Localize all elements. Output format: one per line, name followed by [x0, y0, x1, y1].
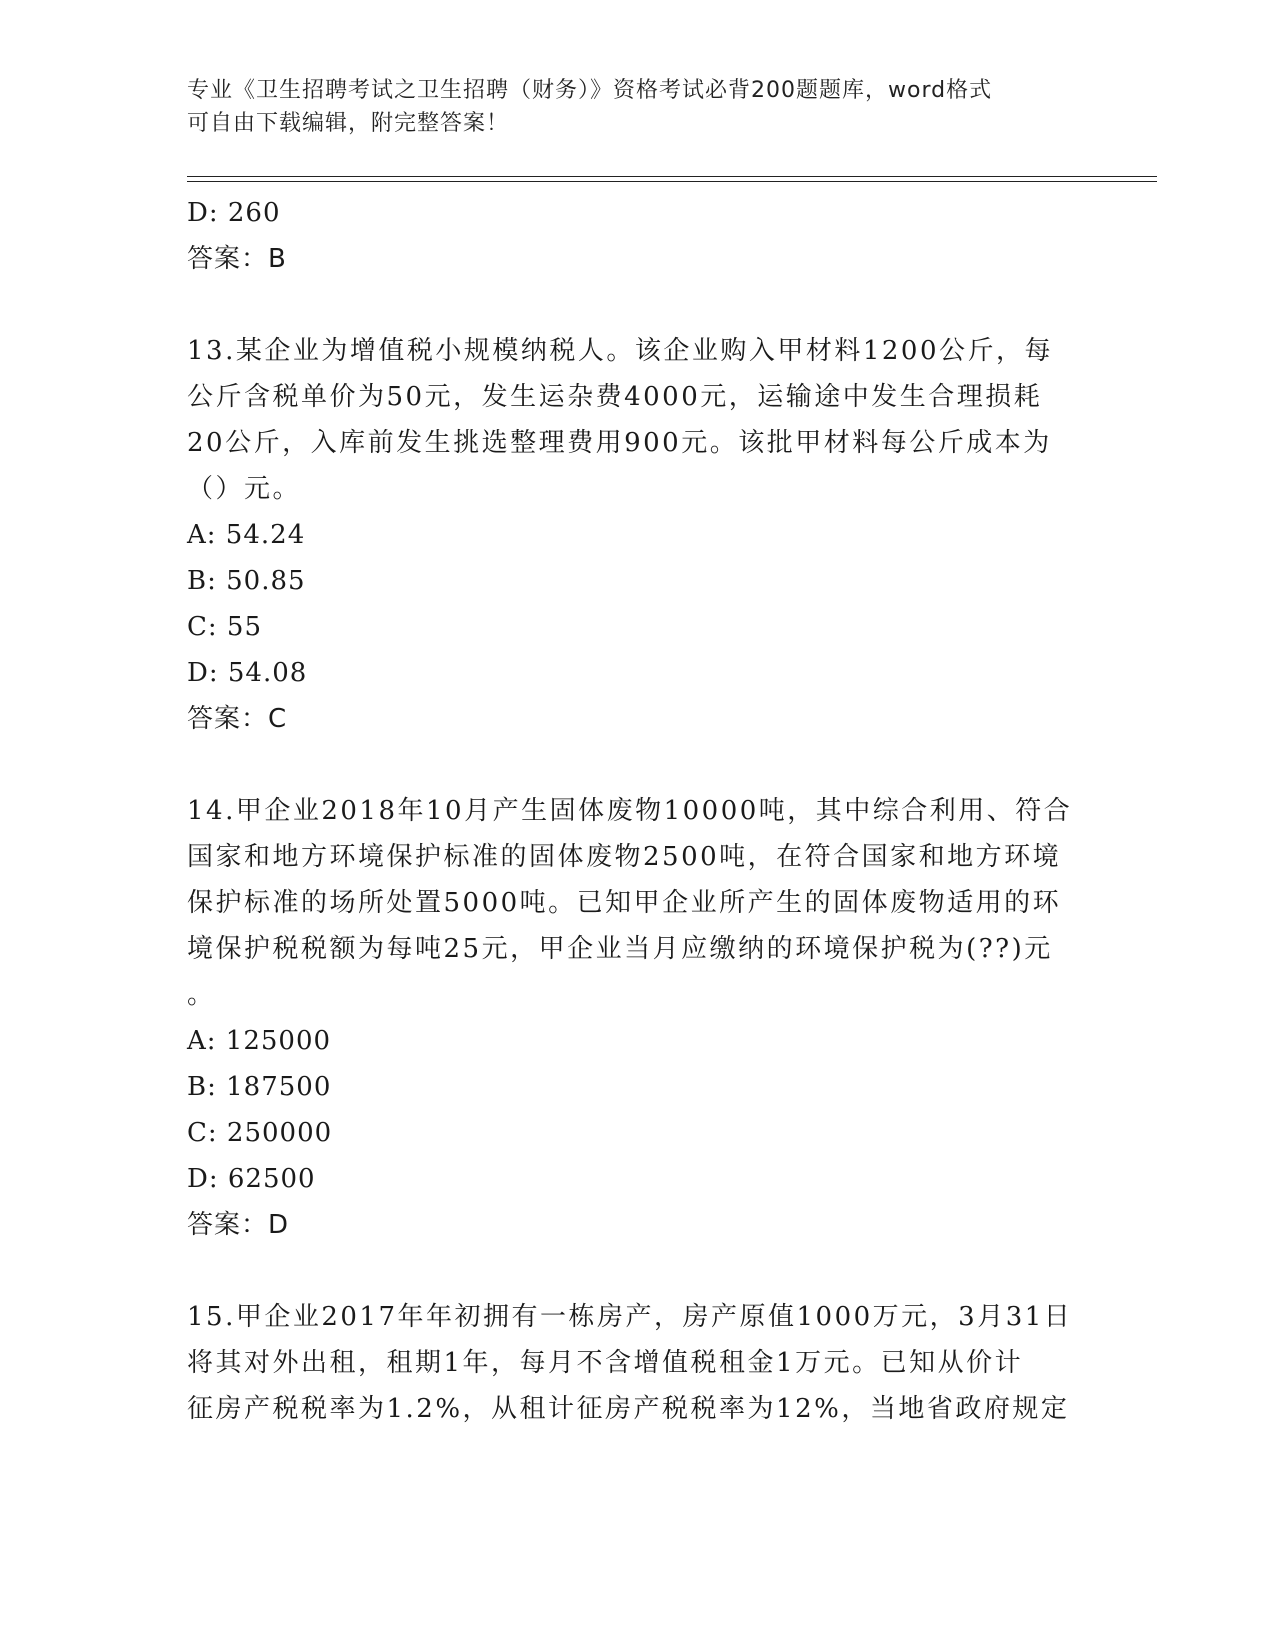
question-13-option-d: D: 54.08	[187, 658, 308, 688]
question-14-line-2: 国家和地方环境保护标准的固体废物2500吨，在符合国家和地方环境	[187, 842, 1062, 872]
question-13-option-c: C: 55	[187, 612, 263, 642]
question-13	[187, 328, 1087, 742]
question-14-line-1: 14.甲企业2018年10月产生固体废物10000吨，其中综合利用、符合	[187, 796, 1073, 826]
question-14-option-a: A: 125000	[187, 1026, 332, 1056]
prev-answer: 答案：B	[187, 244, 287, 274]
question-14-option-d: D: 62500	[187, 1164, 316, 1194]
spacer	[187, 282, 1087, 328]
header-divider-top	[187, 176, 1157, 177]
document-header	[187, 74, 1087, 140]
question-13-answer: 答案：C	[187, 704, 288, 734]
spacer	[187, 1248, 1087, 1294]
question-15-line-2: 将其对外出租，租期1年，每月不含增值税租金1万元。已知从价计	[187, 1348, 1024, 1378]
question-13-option-b: B: 50.85	[187, 566, 306, 596]
question-15-line-1: 15.甲企业2017年年初拥有一栋房产，房产原值1000万元，3月31日	[187, 1302, 1073, 1332]
question-14	[187, 788, 1087, 1248]
question-14-line-3: 保护标准的场所处置5000吨。已知甲企业所产生的固体废物适用的环	[187, 888, 1062, 918]
header-line-2: 可自由下载编辑，附完整答案！	[187, 111, 510, 136]
question-13-line-2: 公斤含税单价为50元，发生运杂费4000元，运输途中发生合理损耗	[187, 382, 1043, 412]
spacer	[187, 742, 1087, 788]
header-line-1: 专业《卫生招聘考试之卫生招聘（财务）》资格考试必背200题题库，word格式	[187, 78, 993, 103]
document-body	[187, 190, 1087, 1432]
question-13-line-1: 13.某企业为增值税小规模纳税人。该企业购入甲材料1200公斤，每	[187, 336, 1054, 366]
question-14-answer: 答案：D	[187, 1210, 290, 1240]
question-14-option-b: B: 187500	[187, 1072, 332, 1102]
question-15	[187, 1294, 1087, 1432]
header-divider-bottom	[187, 181, 1157, 182]
question-13-option-a: A: 54.24	[187, 520, 306, 550]
question-15-line-3: 征房产税税率为1.2%，从租计征房产税税率为12%，当地省政府规定	[187, 1394, 1070, 1424]
question-14-line-5: 。	[187, 980, 216, 1010]
question-14-line-4: 境保护税税额为每吨25元，甲企业当月应缴纳的环境保护税为(??)元	[187, 934, 1053, 964]
question-13-line-4: （）元。	[187, 474, 302, 504]
question-14-option-c: C: 250000	[187, 1118, 333, 1148]
question-13-line-3: 20公斤，入库前发生挑选整理费用900元。该批甲材料每公斤成本为	[187, 428, 1052, 458]
prev-option-d: D: 260	[187, 198, 281, 228]
